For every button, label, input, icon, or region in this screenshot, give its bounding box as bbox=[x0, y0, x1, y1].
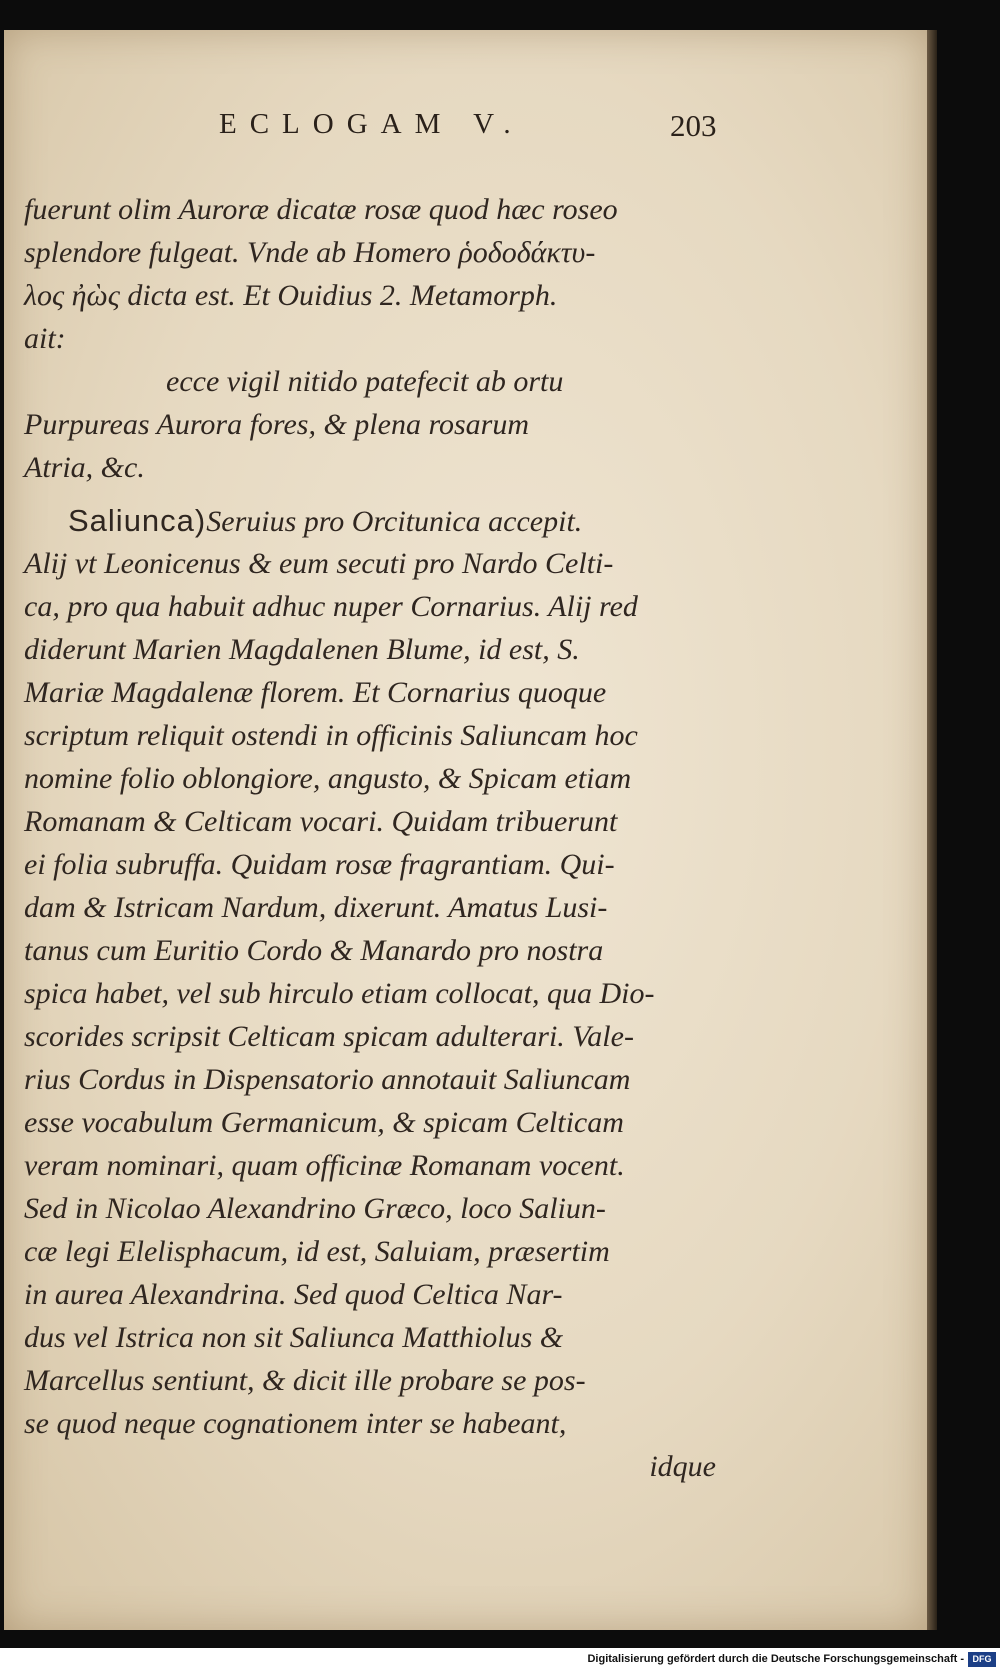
text-line: splendore fulgeat. Vnde ab Homero ῥοδοδάκτυ- bbox=[24, 236, 596, 269]
text-line: dam & Istricam Nardum, dixerunt. Amatus Lusi- bbox=[24, 891, 608, 924]
text-line: Alij vt Leonicenus & eum secuti pro Nardo Celti- bbox=[24, 547, 614, 580]
credit-bar bbox=[0, 1648, 1000, 1673]
running-head: ECLOGAM V. bbox=[219, 108, 524, 140]
text-line: Marcellus sentiunt, & dicit ille probare se pos- bbox=[24, 1364, 586, 1397]
paragraph-saliunca bbox=[24, 499, 724, 1488]
dfg-logo-icon: DFG bbox=[968, 1652, 996, 1667]
text-line: spica habet, vel sub hirculo etiam collocat, qua Dio- bbox=[24, 977, 655, 1010]
text-line: se quod neque cognationem inter se habeant, bbox=[24, 1407, 567, 1440]
text-line: cæ legi Elelisphacum, id est, Saluiam, præsertim bbox=[24, 1235, 610, 1268]
text-line: ait: bbox=[24, 322, 66, 355]
text-line: rius Cordus in Dispensatorio annotauit Saliuncam bbox=[24, 1063, 631, 1096]
text-line: λος ἠὼς dicta est. Et Ouidius 2. Metamorph. bbox=[24, 279, 558, 312]
text-line: Sed in Nicolao Alexandrino Græco, loco Saliun- bbox=[24, 1192, 606, 1225]
page-number: 203 bbox=[670, 108, 717, 143]
text-line: ei folia subruffa. Quidam rosæ fragrantiam. Qui- bbox=[24, 848, 615, 881]
page-edge-shadow bbox=[927, 30, 937, 1630]
verse-line: Purpureas Aurora fores, & plena rosarum bbox=[24, 408, 530, 441]
text-line: ca, pro qua habuit adhuc nuper Cornarius. Alij red bbox=[24, 590, 638, 623]
page-header bbox=[4, 108, 927, 158]
text-line: scorides scripsit Celticam spicam adulterari. Vale- bbox=[24, 1020, 634, 1053]
text-line: in aurea Alexandrina. Sed quod Celtica Nar- bbox=[24, 1278, 563, 1311]
text-line: scriptum reliquit ostendi in officinis Saliuncam hoc bbox=[24, 719, 638, 752]
text-line: dus vel Istrica non sit Saliunca Matthiolus & bbox=[24, 1321, 564, 1354]
credit-text: Digitalisierung gefördert durch die Deutsche Forschungsgemeinschaft - bbox=[587, 1653, 964, 1665]
text-line: esse vocabulum Germanicum, & spicam Celticam bbox=[24, 1106, 624, 1139]
text-line: Romanam & Celticam vocari. Quidam tribuerunt bbox=[24, 805, 618, 838]
text-line: tanus cum Euritio Cordo & Manardo pro nostra bbox=[24, 934, 604, 967]
text-line bbox=[24, 499, 724, 542]
text-line: veram nominari, quam officinæ Romanam vocent. bbox=[24, 1149, 625, 1182]
verse-line: Atria, &c. bbox=[24, 451, 145, 484]
text-line: nomine folio oblongiore, angusto, & Spicam etiam bbox=[24, 762, 632, 795]
text-line: diderunt Marien Magdalenen Blume, id est, S. bbox=[24, 633, 580, 666]
lemma-saliunca: Saliunca) bbox=[68, 503, 207, 538]
text-span: Seruius pro Orcitunica accepit. bbox=[206, 505, 583, 538]
catchword: idque bbox=[649, 1450, 716, 1483]
page-body bbox=[24, 188, 724, 1488]
verse-line: ecce vigil nitido patefecit ab ortu bbox=[166, 365, 564, 398]
book-page bbox=[4, 30, 927, 1630]
text-line: Mariæ Magdalenæ florem. Et Cornarius quoque bbox=[24, 676, 607, 709]
text-line: fuerunt olim Auroræ dicatæ rosæ quod hæc roseo bbox=[24, 193, 618, 226]
